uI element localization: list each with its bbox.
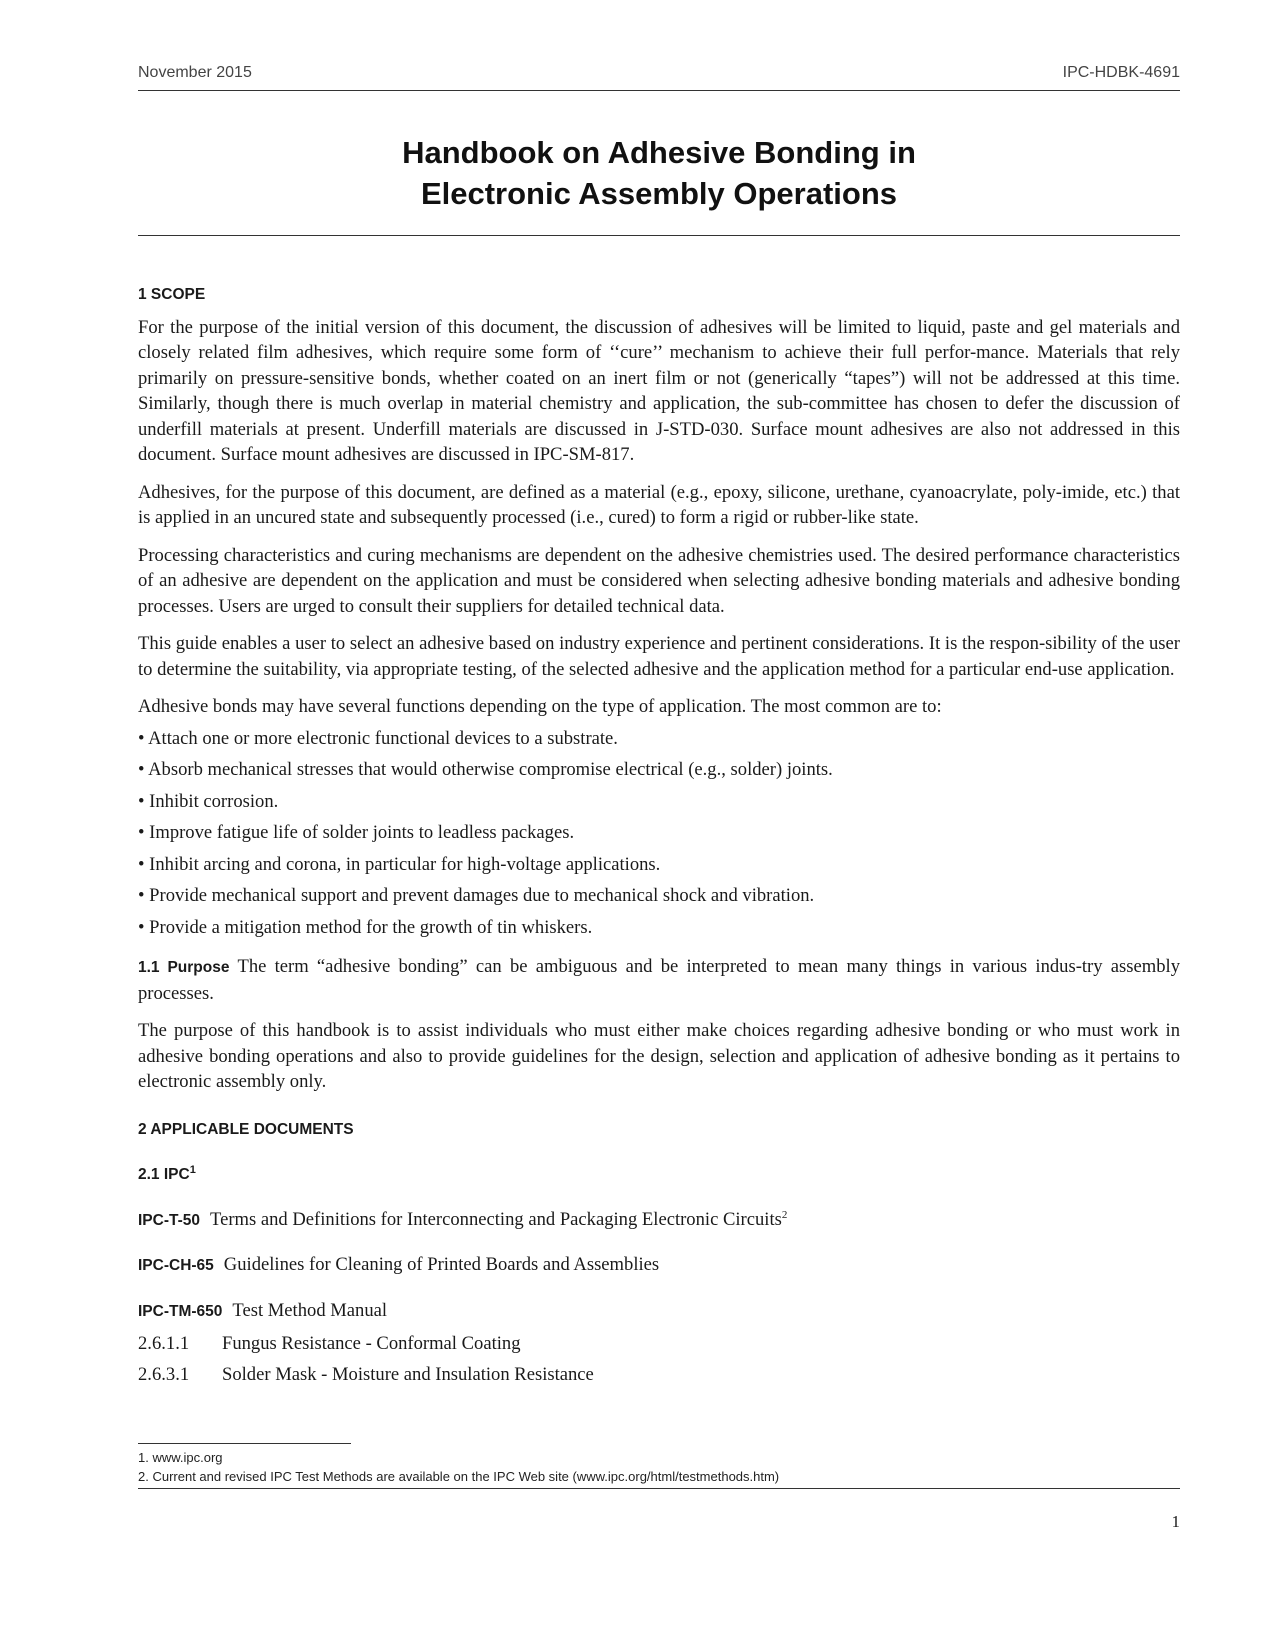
list-item: • Provide a mitigation method for the growth of tin whiskers.: [138, 916, 593, 938]
list-item: • Attach one or more electronic functional devices to a substrate.: [138, 727, 618, 749]
footnote-ref: 1: [189, 1163, 196, 1176]
function-list: [138, 726, 1180, 941]
footnote-rule: [138, 1443, 351, 1444]
test-method-title: Solder Mask - Moisture and Insulation Resistance: [222, 1363, 594, 1385]
scope-paragraph-2: Adhesives, for the purpose of this document, are defined as a material (e.g., epoxy, silicone, urethane, cyanoacrylate, poly-imide, etc.) that is applied in an uncured state and subsequently processed (i.e., cured) to form a rigid or rubber-like state.: [138, 481, 1180, 528]
footnotes: [138, 1448, 1180, 1486]
list-item: • Inhibit arcing and corona, in particular for high-voltage applications.: [138, 853, 661, 875]
test-method-number: 2.6.3.1: [138, 1363, 190, 1385]
test-method-row: [138, 1331, 1180, 1357]
doc-reference: [138, 1207, 1180, 1234]
title-rule: [138, 235, 1180, 236]
doc-title: Test Method Manual: [232, 1299, 388, 1321]
section-heading-applicable-documents: 2 APPLICABLE DOCUMENTS: [138, 1120, 354, 1138]
purpose-paragraph-1: [138, 954, 1180, 1006]
list-item: • Inhibit corrosion.: [138, 790, 279, 812]
scope-paragraph-4: This guide enables a user to select an adhesive based on industry experience and pertinent considerations. It is the respon-sibility of the user to determine the suitability, via appropriate testing, of the selected adhesive and the application method for a particular end-use application.: [138, 633, 1180, 680]
footnote-2: 2. Current and revised IPC Test Methods are available on the IPC Web site (www.ipc.org/html/testmethods.htm): [138, 1469, 780, 1484]
doc-code: IPC-T-50: [138, 1211, 201, 1229]
header-date: November 2015: [138, 64, 252, 81]
header-doc-id: IPC-HDBK-4691: [1062, 64, 1180, 81]
scope-paragraph-3: Processing characteristics and curing mechanisms are dependent on the adhesive chemistries used. The desired performance characteristics of an adhesive are dependent on the application and must be considered when selecting adhesive bonding materials and adhesive bonding processes. Users are urged to consult their suppliers for detailed technical data.: [138, 544, 1180, 617]
subsection-heading-ipc: [138, 1162, 1180, 1188]
title-line-1: Handbook on Adhesive Bonding in: [402, 135, 916, 170]
footer-rule: [138, 1488, 1180, 1489]
document-body: [138, 282, 1180, 1392]
doc-code: IPC-CH-65: [138, 1257, 214, 1274]
list-item: • Absorb mechanical stresses that would otherwise compromise electrical (e.g., solder) joints.: [138, 759, 833, 780]
doc-title: Terms and Definitions for Interconnecting and Packaging Electronic Circuits: [210, 1208, 782, 1230]
doc-code: IPC-TM-650: [138, 1302, 223, 1320]
footnote-ref: 2: [781, 1208, 788, 1221]
test-method-number: 2.6.1.1: [138, 1333, 190, 1354]
page-number: 1: [1171, 1512, 1180, 1531]
section-heading-scope: 1 SCOPE: [138, 286, 206, 303]
footnote-1: 1. www.ipc.org: [138, 1450, 223, 1465]
test-method-title: Fungus Resistance - Conformal Coating: [222, 1333, 521, 1354]
purpose-text: The term “adhesive bonding” can be ambiguous and be interpreted to mean many things in various indus-try assembly processes.: [138, 956, 1180, 1004]
doc-title: Guidelines for Cleaning of Printed Boards and Assemblies: [223, 1254, 660, 1275]
title-line-2: Electronic Assembly Operations: [420, 176, 898, 211]
section-heading-purpose: 1.1 Purpose: [138, 959, 230, 976]
test-method-row: [138, 1362, 1180, 1388]
header-rule: [138, 90, 1180, 91]
scope-paragraph-5: Adhesive bonds may have several functions depending on the type of application. The most common are to:: [138, 696, 942, 717]
list-item: • Improve fatigue life of solder joints to leadless packages.: [138, 822, 575, 843]
purpose-paragraph-2: The purpose of this handbook is to assist individuals who must either make choices regarding adhesive bonding or who must work in adhesive bonding operations and also to provide guidelines for the design, selection and application of adhesive bonding as it pertains to electronic assembly only.: [138, 1020, 1180, 1092]
list-item: • Provide mechanical support and prevent damages due to mechanical shock and vibration.: [138, 885, 815, 906]
document-title: [138, 132, 1180, 214]
doc-reference: [138, 1252, 1180, 1279]
doc-reference: [138, 1298, 1180, 1325]
subsection-title: 2.1 IPC: [138, 1166, 190, 1183]
scope-paragraph-1: For the purpose of the initial version of this document, the discussion of adhesives will be limited to liquid, paste and gel materials and closely related film adhesives, which require some form of ‘‘cure’’ mechanism to achieve their full perfor-mance. Materials that rely primarily on pressure-sensitive bonds, whether coated on an inert film or not (generically “tapes”) will not be addressed at this time. Similarly, though there is much overlap in material chemistry and application, the sub-committee has chosen to defer the discussion of underfill materials at present. Underfill materials are discussed in J-STD-030. Surface mount adhesives are also not addressed in this document. Surface mount adhesives are discussed in IPC-SM-817.: [138, 316, 1180, 465]
